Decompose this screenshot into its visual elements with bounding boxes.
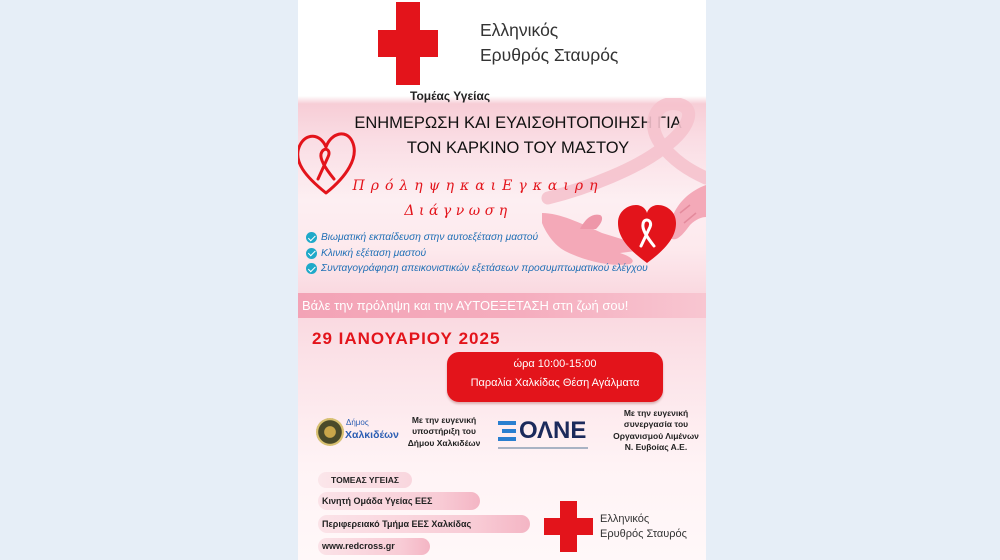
event-poster	[298, 0, 706, 560]
org-name-top	[480, 18, 618, 68]
slogan-banner	[298, 293, 706, 318]
left-thumb	[580, 215, 602, 229]
sector-label: Τομέας Υγείας	[410, 89, 491, 103]
municipality-logo-line2: Χαλκιδέων	[345, 429, 399, 441]
services-list	[306, 230, 648, 277]
banner-text: Βάλε την πρόληψη και την ΑΥΤΟΕΞΕΤΑΣΗ στη ζωή σου!	[302, 298, 629, 313]
municipality-caption	[402, 415, 486, 449]
olne-wave-icon	[498, 421, 516, 441]
title-line2: ΤΟΝ ΚΑΡΚΙΝΟ ΤΟΥ ΜΑΣΤΟΥ	[406, 139, 630, 157]
service-item	[306, 261, 648, 277]
slogan-line1: ΠρόληψηκαιΕγκαιρη	[352, 178, 604, 194]
event-date: 29 ΙΑΝΟΥΑΡΙΟΥ 2025	[312, 329, 501, 348]
caption-line: συνεργασία του	[623, 419, 689, 430]
municipality-logo-line1: Δήμος	[346, 418, 369, 427]
service-item	[306, 230, 648, 246]
red-cross-icon	[378, 2, 438, 85]
event-location: Παραλία Χαλκίδας Θέση Αγάλματα	[470, 377, 640, 389]
olne-logo	[498, 418, 590, 450]
footer-unit: Κινητή Ομάδα Υγείας ΕΕΣ	[318, 492, 480, 510]
org-name-line2: Ερυθρός Σταυρός	[600, 528, 687, 540]
municipal-seal-icon	[316, 418, 344, 446]
check-circle-icon	[306, 263, 317, 274]
title-line1: ΕΝΗΜΕΡΩΣΗ ΚΑΙ ΕΥΑΙΣΘΗΤΟΠΟΙΗΣΗ ΓΙΑ	[354, 114, 682, 132]
footer-branch: Περιφερειακό Τμήμα ΕΕΣ Χαλκίδας	[318, 515, 530, 533]
slogan-line2: Διάγνωση	[404, 203, 512, 219]
check-circle-icon	[306, 232, 317, 243]
caption-line: Οργανισμού Λιμένων	[613, 430, 699, 441]
olne-logo-text: ΟΛΝΕ	[519, 417, 587, 444]
caption-line: Ν. Ευβοίας Α.Ε.	[624, 441, 688, 452]
port-authority-caption	[609, 408, 703, 453]
awareness-ribbon	[318, 149, 334, 179]
service-text: Συνταγογράφηση απεικονιστικών εξετάσεων προσυμπτωματικού ελέγχου	[321, 263, 648, 275]
org-name-line1: Ελληνικός	[480, 20, 559, 40]
caption-line: Δήμου Χαλκιδέων	[407, 437, 481, 448]
service-item	[306, 246, 648, 262]
footer-sector: ΤΟΜΕΑΣ ΥΓΕΙΑΣ	[318, 472, 412, 488]
event-details-box	[447, 352, 663, 402]
heart-ribbon-outline-icon	[298, 127, 358, 199]
org-name-line1: Ελληνικός	[600, 513, 650, 525]
check-circle-icon	[306, 248, 317, 259]
red-cross-icon	[544, 501, 593, 552]
olne-logo-subtitle-line	[498, 447, 588, 449]
caption-line: Με την ευγενική	[411, 415, 477, 425]
event-time: ώρα 10:00-15:00	[513, 358, 597, 370]
footer-website: www.redcross.gr	[318, 538, 430, 555]
caption-line: υποστήριξη του	[412, 426, 476, 437]
service-text: Κλινική εξέταση μαστού	[321, 247, 427, 259]
service-text: Βιωματική εκπαίδευση στην αυτοεξέταση μαστού	[321, 232, 539, 244]
org-name-bottom	[600, 512, 687, 542]
caption-line: Με την ευγενική	[623, 408, 689, 418]
org-name-line2: Ερυθρός Σταυρός	[480, 45, 619, 65]
